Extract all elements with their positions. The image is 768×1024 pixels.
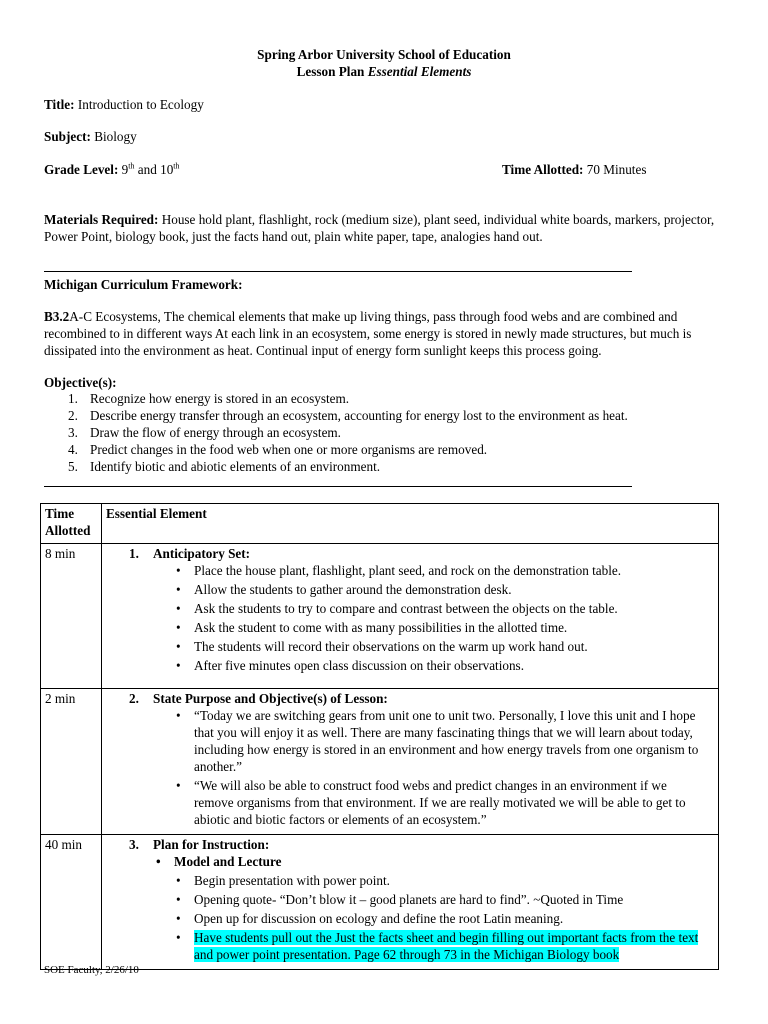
objective-item	[44, 458, 724, 475]
section-title: Plan for Instruction:	[153, 837, 270, 852]
header-essential-element: Essential Element	[102, 504, 719, 544]
bullet-item: • The students will record their observations on the warm up work hand out.	[106, 638, 714, 655]
section-heading	[106, 690, 714, 707]
objectives-list	[44, 390, 724, 475]
bullet-item: • Ask the student to come with as many possibilities in the allotted time.	[106, 619, 714, 636]
bullet-item: • Allow the students to gather around the demonstration desk.	[106, 581, 714, 598]
grade-line	[44, 161, 180, 178]
header-time-allotted: Time Allotted	[41, 504, 102, 544]
objective-item	[44, 424, 724, 441]
section-number: 1.	[129, 546, 139, 561]
bullet-list	[106, 707, 714, 828]
materials-paragraph	[44, 211, 724, 245]
objective-text: Draw the flow of energy through an ecosystem.	[90, 425, 341, 440]
grade-and: and 10	[137, 162, 174, 177]
bullet-item: • Place the house plant, flashlight, plant seed, and rock on the demonstration table.	[106, 562, 714, 579]
row-time: 40 min	[41, 835, 102, 970]
objectives-heading: Objective(s):	[44, 375, 117, 390]
sub-heading: • Model and Lecture	[106, 853, 714, 870]
objective-number: 1.	[68, 391, 78, 406]
grade-a: 9	[121, 162, 129, 177]
grade-b-sup: th	[173, 161, 180, 171]
time-line	[502, 161, 646, 178]
materials-value: House hold plant, flashlight, rock (medium size), plant seed, individual white boards, markers, projector, Power Point, biology book, just the facts hand out, plain white paper, tape, analogies hand out.	[44, 212, 715, 244]
time-value: 70 Minutes	[586, 162, 647, 177]
highlighted-text: Have students pull out the Just the facts sheet and begin filling out important facts from the text and power point presentation. Page 62 through 73 in the Michigan Biology book	[194, 930, 699, 962]
doc-subtitle	[0, 63, 768, 80]
row-content	[102, 689, 719, 835]
bullet-item: • Begin presentation with power point.	[106, 872, 714, 889]
subtitle-prefix: Lesson Plan	[296, 64, 365, 79]
bullet-item: • Opening quote- “Don’t blow it – good planets are hard to find”. ~Quoted in Time	[106, 891, 714, 908]
title-line	[44, 96, 204, 113]
framework-heading: Michigan Curriculum Framework:	[44, 277, 243, 292]
title-value: Introduction to Ecology	[77, 97, 204, 112]
time-label: Time Allotted:	[502, 162, 584, 177]
objective-text: Recognize how energy is stored in an ecosystem.	[90, 391, 350, 406]
table-row	[41, 689, 719, 835]
table-header-row	[41, 504, 719, 544]
framework-code: B3.2	[44, 309, 70, 324]
subject-line	[44, 128, 137, 145]
bullet-item: • Ask the students to try to compare and contrast between the objects on the table.	[106, 600, 714, 617]
objective-number: 2.	[68, 408, 78, 423]
objective-text: Predict changes in the food web when one or more organisms are removed.	[90, 442, 488, 457]
section-title: Anticipatory Set:	[153, 546, 251, 561]
subtitle-italic: Essential Elements	[367, 64, 472, 79]
objective-item	[44, 390, 724, 407]
bullet-item: • “We will also be able to construct food webs and predict changes in an environment if we remove organisms from that environment. If we are really motivated we will be able to get to abiotic and biotic factors or elements of an ecosystem.”	[106, 777, 714, 828]
divider-line	[44, 271, 632, 272]
bullet-item: • After five minutes open class discussion on their observations.	[106, 657, 714, 674]
objective-item	[44, 407, 724, 424]
row-time: 8 min	[41, 544, 102, 689]
section-heading	[106, 545, 714, 562]
objective-text: Describe energy transfer through an ecosystem, accounting for energy lost to the environment as heat.	[90, 408, 628, 423]
divider-line	[44, 486, 632, 487]
table-row	[41, 544, 719, 689]
bullet-item: • “Today we are switching gears from unit one to unit two. Personally, I love this unit and I hope that you will enjoy it as well. There are many fascinating things that we will learn about today, including how energy is stored in an environment and how energy travels from one organism to another.”	[106, 707, 714, 775]
materials-label: Materials Required:	[44, 212, 159, 227]
school-name: Spring Arbor University School of Education	[257, 47, 511, 62]
table-row	[41, 835, 719, 970]
objective-item	[44, 441, 724, 458]
section-heading	[106, 836, 714, 853]
row-content	[102, 835, 719, 970]
row-time: 2 min	[41, 689, 102, 835]
title-label: Title:	[44, 97, 75, 112]
subject-label: Subject:	[44, 129, 91, 144]
objective-text: Identify biotic and abiotic elements of an environment.	[90, 459, 381, 474]
framework-paragraph	[44, 308, 724, 359]
framework-text: A-C Ecosystems, The chemical elements that make up living things, pass through food webs and are combined and recombined to in different ways At each link in an ecosystem, some energy is stored in newly made structures, but much is dissipated into the environment as heat. Continual input of energy form sunlight keeps this process going.	[44, 309, 692, 358]
section-number: 3.	[129, 837, 139, 852]
subject-value: Biology	[94, 129, 137, 144]
bullet-list	[106, 562, 714, 674]
bullet-item	[106, 929, 714, 963]
section-title: State Purpose and Objective(s) of Lesson:	[153, 691, 388, 706]
bullet-list	[106, 872, 714, 963]
objective-number: 4.	[68, 442, 78, 457]
section-number: 2.	[129, 691, 139, 706]
sub-heading-list	[106, 853, 714, 870]
footer-text: SOE Faculty, 2/26/10	[44, 964, 139, 976]
row-content	[102, 544, 719, 689]
lesson-plan-table	[40, 503, 719, 970]
objective-number: 3.	[68, 425, 78, 440]
bullet-item: • Open up for discussion on ecology and define the root Latin meaning.	[106, 910, 714, 927]
objective-number: 5.	[68, 459, 78, 474]
grade-label: Grade Level:	[44, 162, 119, 177]
grade-a-sup: th	[128, 161, 135, 171]
